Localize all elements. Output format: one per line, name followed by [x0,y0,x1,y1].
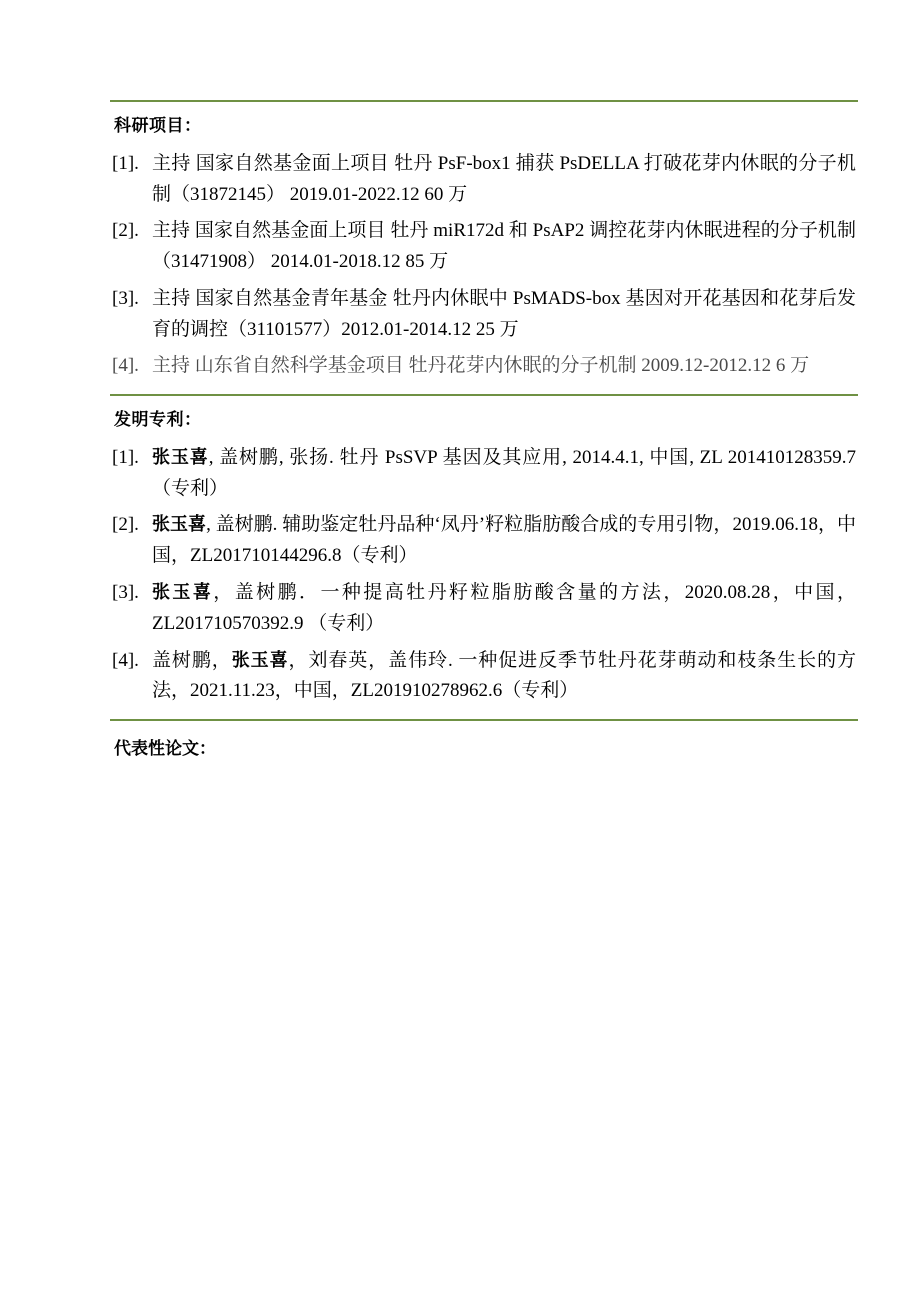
list-item-detail: ，盖树鹏．一种提高牡丹籽粒脂肪酸含量的方法，2020.08.28，中国，ZL201710570392.9 （专利） [152,582,856,634]
list-item [110,282,858,350]
author-name: 张玉喜 [231,649,289,671]
author-name: 张玉喜 [152,514,207,536]
document-content [110,100,858,769]
list-item-marker: [3]. [112,287,139,309]
list-item-text [152,443,858,505]
list-item [110,576,858,644]
list-item-marker: [3]. [112,582,139,604]
list-item-text [152,578,858,640]
list-item-detail: , 盖树鹏. 辅助鉴定牡丹品种‘凤丹’籽粒脂肪酸合成的专用引物，2019.06.18，中国，ZL201710144296.8（专利） [152,514,857,567]
list-item-marker: [1]. [112,152,139,174]
invention-patents-list [110,441,858,719]
list-item-text: 主持 山东省自然科学基金项目 牡丹花芽内休眠的分子机制 2009.12-2012.12 6 万 [152,355,810,377]
section-heading-research-projects: 科研项目： [114,116,202,136]
list-item [110,147,858,215]
list-item [110,441,858,509]
list-item [110,508,858,576]
list-item-detail: ，刘春英，盖伟玲. 一种促进反季节牡丹花芽萌动和枝条生长的方法，2021.11.23，中国，ZL201910278962.6（专利） [152,649,856,702]
list-item [110,644,858,712]
list-item-text: 主持 国家自然基金青年基金 牡丹内休眠中 PsMADS-box 基因对开花基因和花芽后发育的调控（31101577）2012.01-2014.12 25 万 [152,287,856,340]
list-item-marker: [4]. [112,355,139,377]
list-item-marker: [4]. [112,649,139,671]
list-item-marker: [1]. [112,446,139,468]
list-item-text [152,510,858,572]
list-item [110,214,858,282]
author-name: 张玉喜 [152,446,209,468]
section-heading-representative-papers: 代表性论文： [114,739,216,760]
author-prefix: 盖树鹏， [152,649,232,671]
list-item-text: 主持 国家自然基金面上项目 牡丹 miR172d 和 PsAP2 调控花芽内休眠进程的分子机制（31471908） 2014.01-2018.12 85 万 [152,220,856,273]
list-item-marker: [2]. [112,514,139,536]
list-item [110,349,858,386]
section-heading-invention-patents: 发明专利： [114,410,202,431]
research-projects-list [110,147,858,394]
author-name: 张玉喜 [152,582,214,604]
list-item-detail: , 盖树鹏, 张扬. 牡丹 PsSVP 基因及其应用, 2014.4.1, 中国, ZL 201410128359.7 （专利） [152,446,857,499]
list-item-text [152,646,858,708]
list-item-text: 主持 国家自然基金面上项目 牡丹 PsF-box1 捕获 PsDELLA 打破花芽内休眠的分子机制（31872145） 2019.01-2022.12 60 万 [152,152,856,205]
list-item-marker: [2]. [112,220,139,242]
